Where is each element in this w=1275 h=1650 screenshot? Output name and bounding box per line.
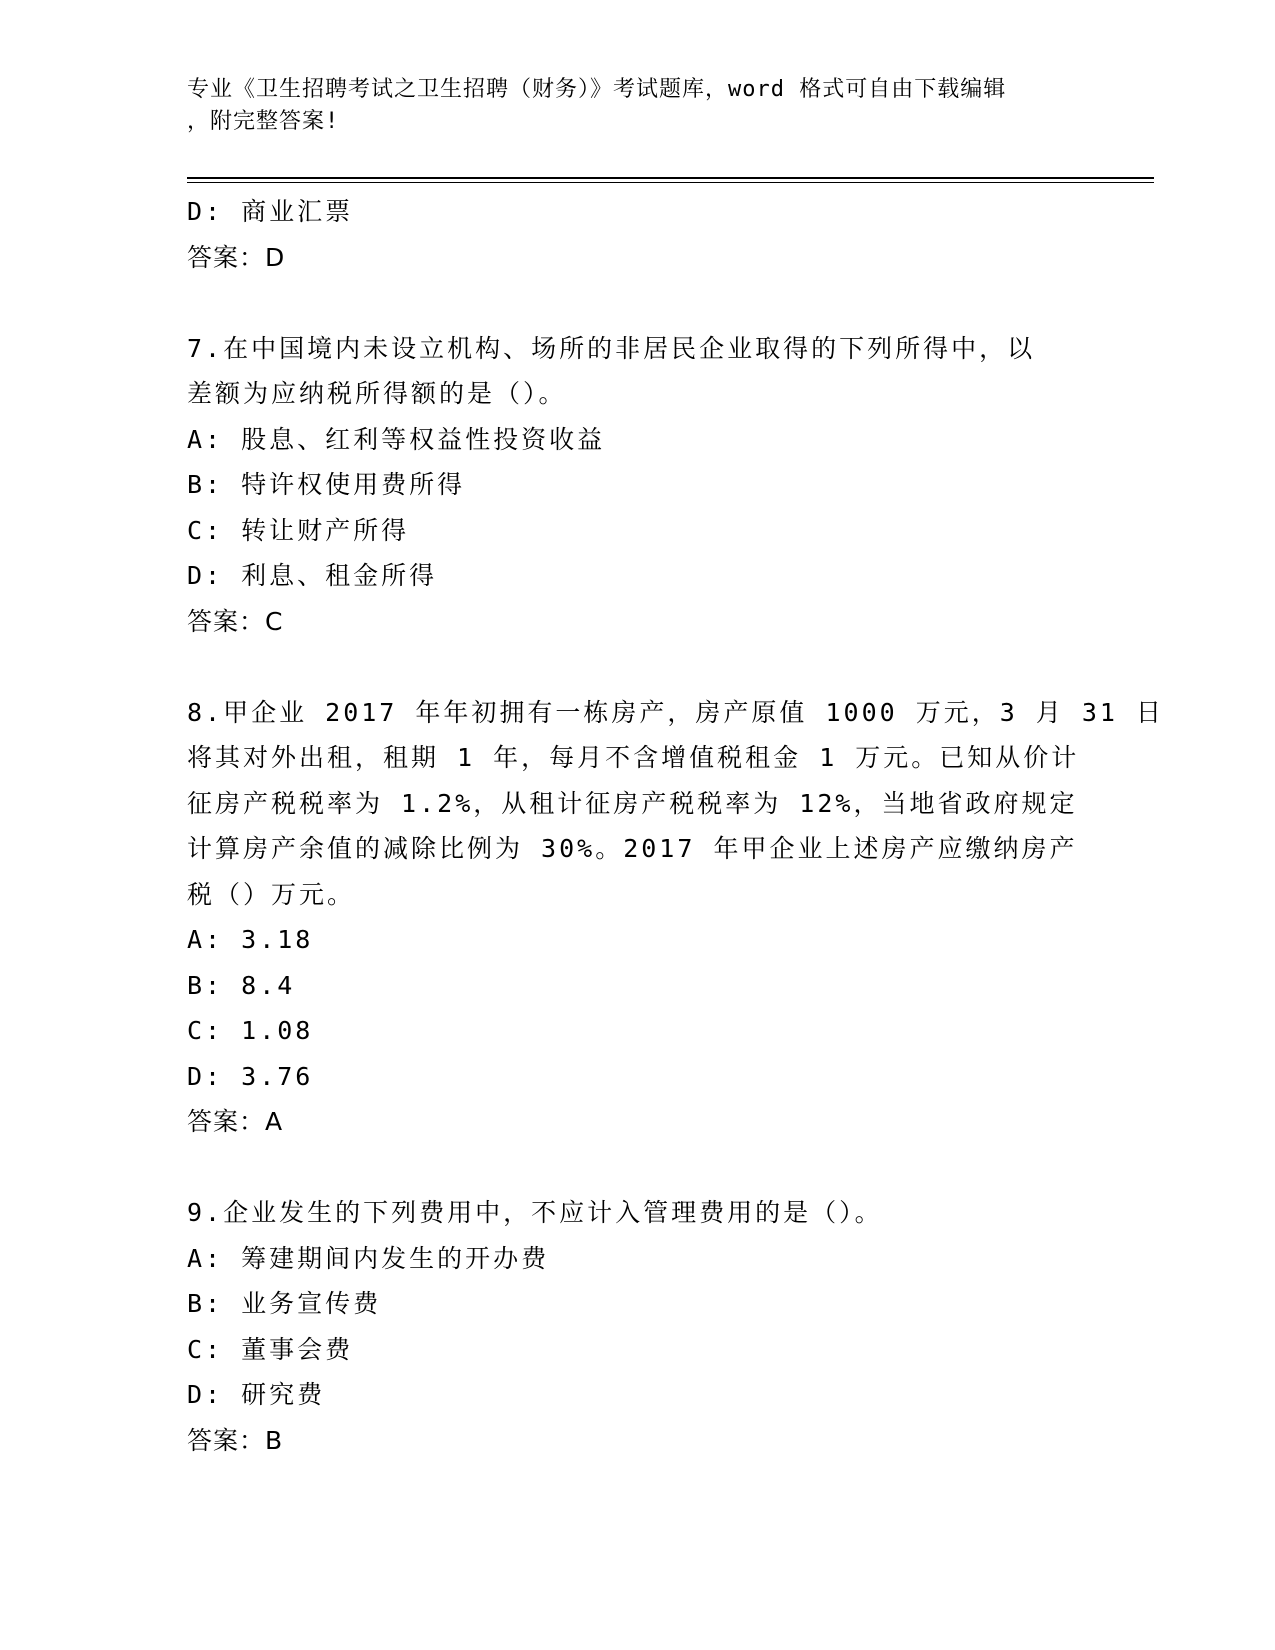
spacer bbox=[187, 280, 1067, 326]
option-a: A: 筹建期间内发生的开办费 bbox=[187, 1243, 550, 1273]
option-d: D: 商业汇票 bbox=[187, 197, 354, 226]
spacer bbox=[187, 1145, 1067, 1191]
header-rule-thick bbox=[187, 177, 1154, 179]
option-d: D: 3.76 bbox=[187, 1061, 314, 1091]
answer-line: 答案：D bbox=[187, 242, 286, 272]
question-text: 7.在中国境内未设立机构、场所的非居民企业取得的下列所得中，以 bbox=[187, 333, 1036, 363]
header-rule-thin bbox=[187, 182, 1154, 183]
question-9 bbox=[187, 1190, 1067, 1463]
question-text: 9.企业发生的下列费用中，不应计入管理费用的是（）。 bbox=[187, 1198, 883, 1227]
answer-line: 答案：C bbox=[187, 606, 284, 636]
option-d: D: 利息、租金所得 bbox=[187, 561, 438, 590]
header-line-2: ，附完整答案! bbox=[187, 109, 340, 134]
header-line-1: 专业《卫生招聘考试之卫生招聘（财务）》考试题库，word 格式可自由下载编辑 bbox=[187, 77, 1007, 102]
question-text: 8.甲企业 2017 年年初拥有一栋房产，房产原值 1000 万元，3 月 31 日 bbox=[187, 697, 1165, 727]
page-header bbox=[187, 74, 1067, 138]
question-content bbox=[187, 189, 1165, 1463]
option-a: A: 股息、红利等权益性投资收益 bbox=[187, 424, 606, 454]
answer-line: 答案：A bbox=[187, 1107, 284, 1136]
option-b: B: 特许权使用费所得 bbox=[187, 470, 466, 499]
question-text: 征房产税税率为 1.2%，从租计征房产税税率为 12%，当地省政府规定 bbox=[187, 788, 1078, 818]
question-7 bbox=[187, 326, 1067, 645]
option-c: C: 转让财产所得 bbox=[187, 515, 410, 545]
question-text: 税（）万元。 bbox=[187, 879, 356, 909]
option-c: C: 1.08 bbox=[187, 1016, 314, 1045]
option-b: B: 业务宣传费 bbox=[187, 1289, 382, 1318]
option-c: C: 董事会费 bbox=[187, 1334, 354, 1364]
question-8 bbox=[187, 690, 1165, 1145]
option-a: A: 3.18 bbox=[187, 925, 314, 954]
question-text: 差额为应纳税所得额的是（）。 bbox=[187, 379, 567, 408]
spacer bbox=[187, 644, 1067, 690]
option-d: D: 研究费 bbox=[187, 1380, 326, 1409]
question-text: 将其对外出租，租期 1 年，每月不含增值税租金 1 万元。已知从价计 bbox=[187, 743, 1080, 772]
answer-line: 答案：B bbox=[187, 1425, 284, 1455]
question-text: 计算房产余值的减除比例为 30%。2017 年甲企业上述房产应缴纳房产 bbox=[187, 834, 1078, 863]
option-b: B: 8.4 bbox=[187, 970, 296, 1000]
